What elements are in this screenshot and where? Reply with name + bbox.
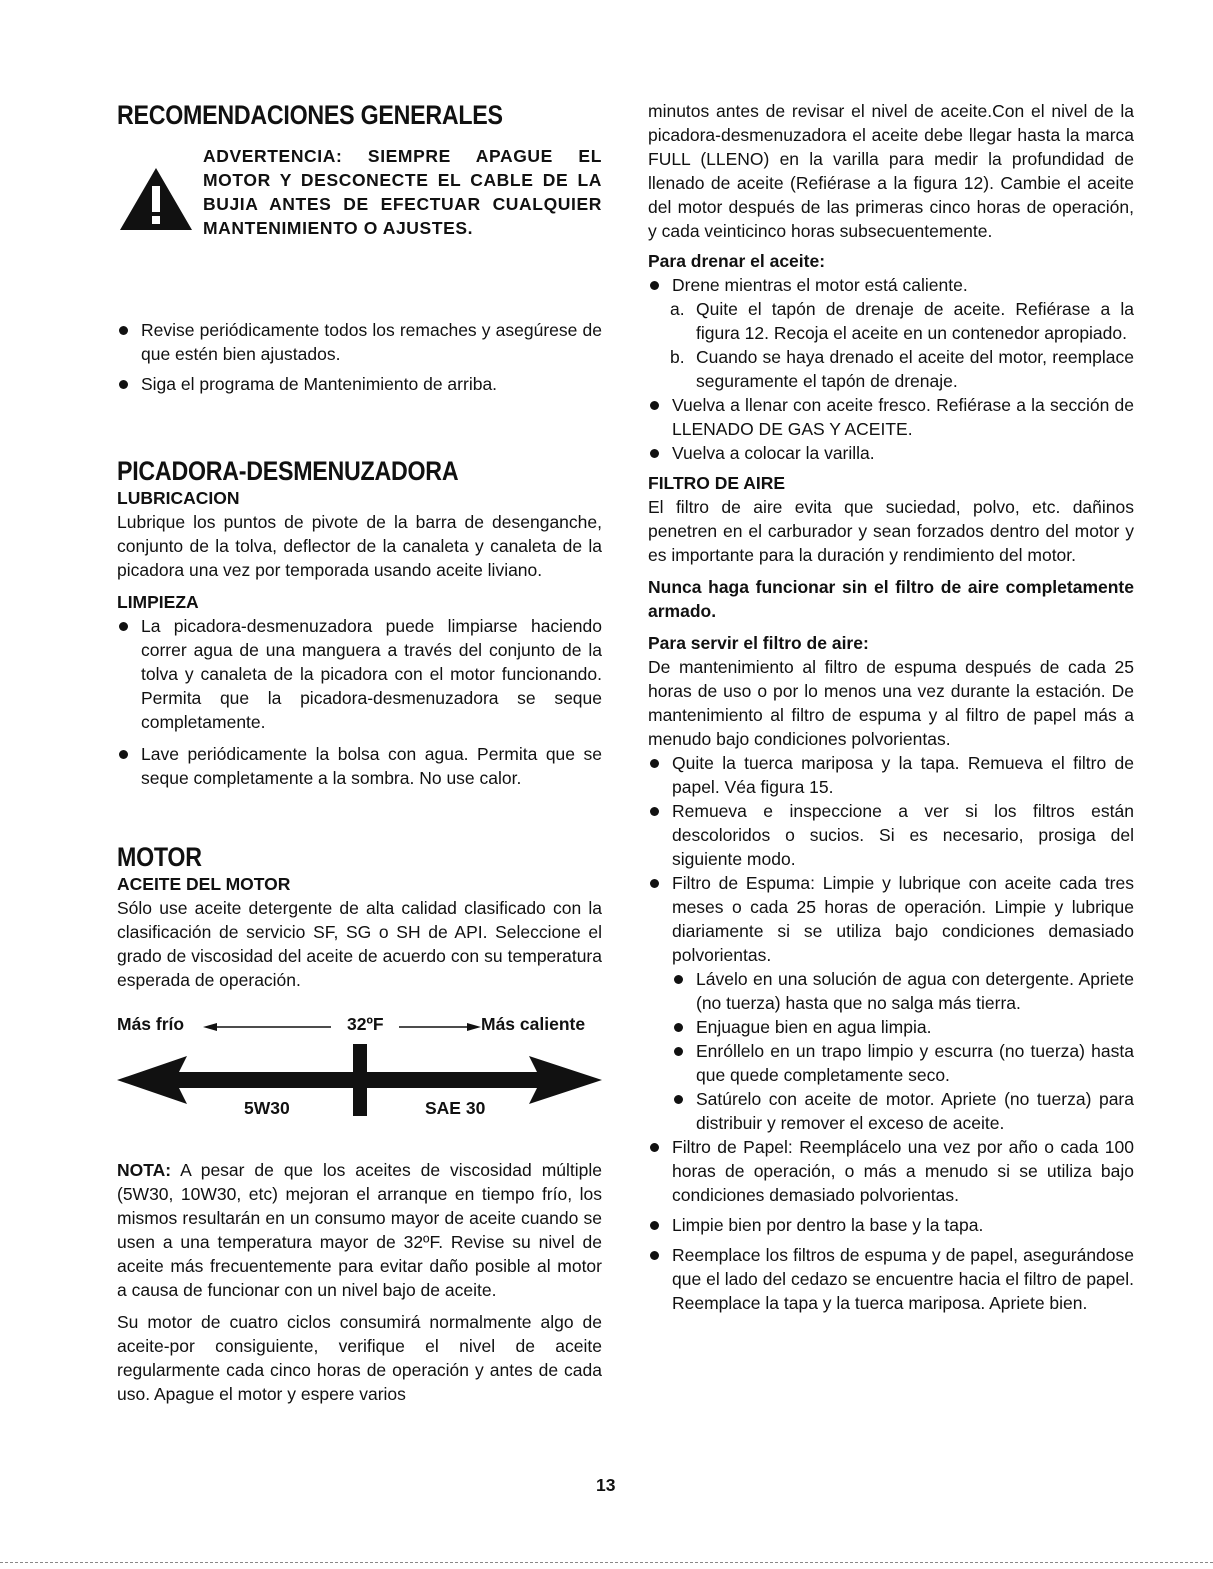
note-text: A pesar de que los aceites de viscosidad múltiple (5W30, 10W30, etc) mejoran el arranque en tiempo frío, los mismos resultarán en un consumo mayor de aceite cuando se usen a una temperatura mayor de 32ºF. Revise su nivel de aceite más frecuentemente para evitar daño posible al motor a causa de funcionar con un nivel bajo de aceite.: [117, 1160, 602, 1300]
list-item: Lávelo en una solución de agua con detergente. Apriete (no tuerza) hasta que no salga más tierra.: [672, 967, 1134, 1015]
left-arrow-icon: [203, 1022, 333, 1032]
oil-viscosity-graphic: [117, 1042, 602, 1152]
left-column: [117, 100, 602, 1406]
motor-title: MOTOR: [117, 842, 202, 872]
colder-label: Más frío: [117, 1014, 185, 1034]
warning-block: [117, 144, 602, 262]
list-item: Satúrelo con aceite de motor. Apriete (no tuerza) para distribuir y remover el exceso de aceite.: [672, 1087, 1134, 1135]
lubrication-text: Lubrique los puntos de pivote de la barra de desenganche, conjunto de la tolva, deflector de la canaleta y canaleta de la picadora una vez por temporada usando aceite liviano.: [117, 512, 602, 580]
list-item: [648, 871, 1134, 1135]
engine-oil-text: Sólo use aceite detergente de alta calidad clasificado con la clasificación de servicio SF, SG o SH de API. Seleccione el grado de viscosidad del aceite de acuerdo con su temperatura esperada de operación.: [117, 898, 602, 990]
general-bullet-list: [117, 318, 602, 396]
list-item: La picadora-desmenuzadora puede limpiarse haciendo correr agua de una manguera a través del conjunto de la tolva y canaleta de la picadora con el motor funcionando. Permita que la picadora-desmenuzadora se seque completamente.: [117, 614, 602, 734]
refill-bullet-list: [648, 393, 1134, 465]
list-item: Revise periódicamente todos los remaches y asegúrese de que estén bien ajustados.: [117, 318, 602, 366]
cleaning-heading: LIMPIEZA: [117, 592, 199, 612]
drain-steps-list: [648, 297, 1134, 393]
step-text: Quite el tapón de drenaje de aceite. Refiérase a la figura 12. Recoja el aceite en un contenedor apropiado.: [696, 299, 1134, 343]
list-item: Limpie bien por dentro la base y la tapa.: [648, 1213, 1134, 1237]
temperature-scale: [117, 1012, 602, 1042]
list-item: Vuelva a llenar con aceite fresco. Refiérase a la sección de LLENADO DE GAS Y ACEITE.: [648, 393, 1134, 441]
list-item: Vuelva a colocar la varilla.: [648, 441, 1134, 465]
list-item: Enróllelo en un trapo limpio y escurra (no tuerza) hasta que quede completamente seco.: [672, 1039, 1134, 1087]
list-item: Lave periódicamente la bolsa con agua. Permita que se seque completamente a la sombra. No use calor.: [117, 742, 602, 790]
foam-filter-sub-list: [672, 967, 1134, 1135]
list-item: Filtro de Papel: Reemplácelo una vez por año o cada 100 horas de operación, o más a menudo si se utiliza bajo condiciones demasiado polvorientas.: [648, 1135, 1134, 1207]
list-item: [648, 345, 1134, 393]
list-item: Remueva e inspeccione a ver si los filtros están descoloridos o sucios. Si es necesario, prosiga del siguiente modo.: [648, 799, 1134, 871]
air-filter-text: El filtro de aire evita que suciedad, polvo, etc. dañinos penetren en el carburador y sean forzados dentro del motor y es importante para la duración y rendimiento del motor.: [648, 497, 1134, 565]
oil-consumption-text: Su motor de cuatro ciclos consumirá normalmente algo de aceite-por consiguiente, verifique el nivel de aceite regularmente cada cinco horas de operación y antes de cada uso. Apague el motor y espere varios: [117, 1312, 602, 1404]
service-air-filter-heading: Para servir el filtro de aire:: [648, 633, 869, 653]
list-item: Quite la tuerca mariposa y la tapa. Remueva el filtro de papel. Véa figura 15.: [648, 751, 1134, 799]
list-item: Enjuague bien en agua limpia.: [672, 1015, 1134, 1039]
general-recommendations-title: RECOMENDACIONES GENERALES: [117, 100, 503, 130]
list-item: [648, 297, 1134, 345]
engine-oil-heading: ACEITE DEL MOTOR: [117, 874, 291, 894]
oil-sae30-label: SAE 30: [425, 1098, 486, 1118]
air-filter-warning: Nunca haga funcionar sin el filtro de aire completamente armado.: [648, 577, 1134, 621]
step-text: Cuando se haya drenado el aceite del motor, reemplace seguramente el tapón de drenaje.: [696, 347, 1134, 391]
chipper-shredder-title: PICADORA-DESMENUZADORA: [117, 456, 459, 486]
oil-range-arrow-icon: [117, 1042, 602, 1152]
right-arrow-icon: [399, 1022, 481, 1032]
list-item: Drene mientras el motor está caliente.: [648, 273, 1134, 297]
service-air-filter-text: De mantenimiento al filtro de espuma después de cada 25 horas de uso o por lo menos una vez durante la estación. De mantenimiento al filtro de espuma y al filtro de papel más a menudo bajo condiciones polvorientas.: [648, 657, 1134, 749]
page-number: 13: [596, 1475, 616, 1495]
oil-check-continuation: minutos antes de revisar el nivel de aceite.Con el nivel de la picadora-desmenuzadora el aceite debe llegar hasta la marca FULL (LLENO) en la varilla para medir la profundidad de llenado de aceite (Refiérase a la figura 12). Cambie el aceite del motor después de las primeras cinco horas de operación, y cada veinticinco horas subsecuentemente.: [648, 101, 1134, 241]
list-item: Siga el programa de Mantenimiento de arriba.: [117, 372, 602, 396]
foam-filter-text: Filtro de Espuma: Limpie y lubrique con aceite cada tres meses o cada 25 horas de operación. Limpie y lubrique diariamente si se utiliza bajo condiciones demasiado polvorientas.: [672, 873, 1134, 965]
list-item: Reemplace los filtros de espuma y de papel, asegurándose que el lado del cedazo se encuentre hacia el filtro de papel. Reemplace la tapa y la tuerca mariposa. Apriete bien.: [648, 1243, 1134, 1315]
warning-text: ADVERTENCIA: SIEMPRE APAGUE EL MOTOR Y DESCONECTE EL CABLE DE LA BUJIA ANTES DE EFECTUAR CUALQUIER MANTENIMIENTO O AJUSTES.: [203, 146, 602, 238]
hotter-label: Más caliente: [481, 1014, 586, 1034]
warning-triangle-icon: [118, 166, 194, 232]
drain-oil-heading: Para drenar el aceite:: [648, 251, 826, 271]
right-column: [648, 99, 1134, 1315]
cleaning-bullet-list: [117, 614, 602, 790]
service-bullet-list: [648, 751, 1134, 1315]
step-letter: a.: [670, 299, 685, 319]
lubrication-heading: LUBRICACION: [117, 488, 240, 508]
note-label: NOTA:: [117, 1160, 172, 1180]
drain-bullet-list: [648, 273, 1134, 297]
air-filter-heading: FILTRO DE AIRE: [648, 473, 786, 493]
step-letter: b.: [670, 347, 685, 367]
note-paragraph: [117, 1158, 602, 1302]
oil-5w30-label: 5W30: [244, 1098, 290, 1118]
page-bottom-divider: [0, 1562, 1213, 1563]
temperature-threshold: 32ºF: [347, 1014, 384, 1034]
